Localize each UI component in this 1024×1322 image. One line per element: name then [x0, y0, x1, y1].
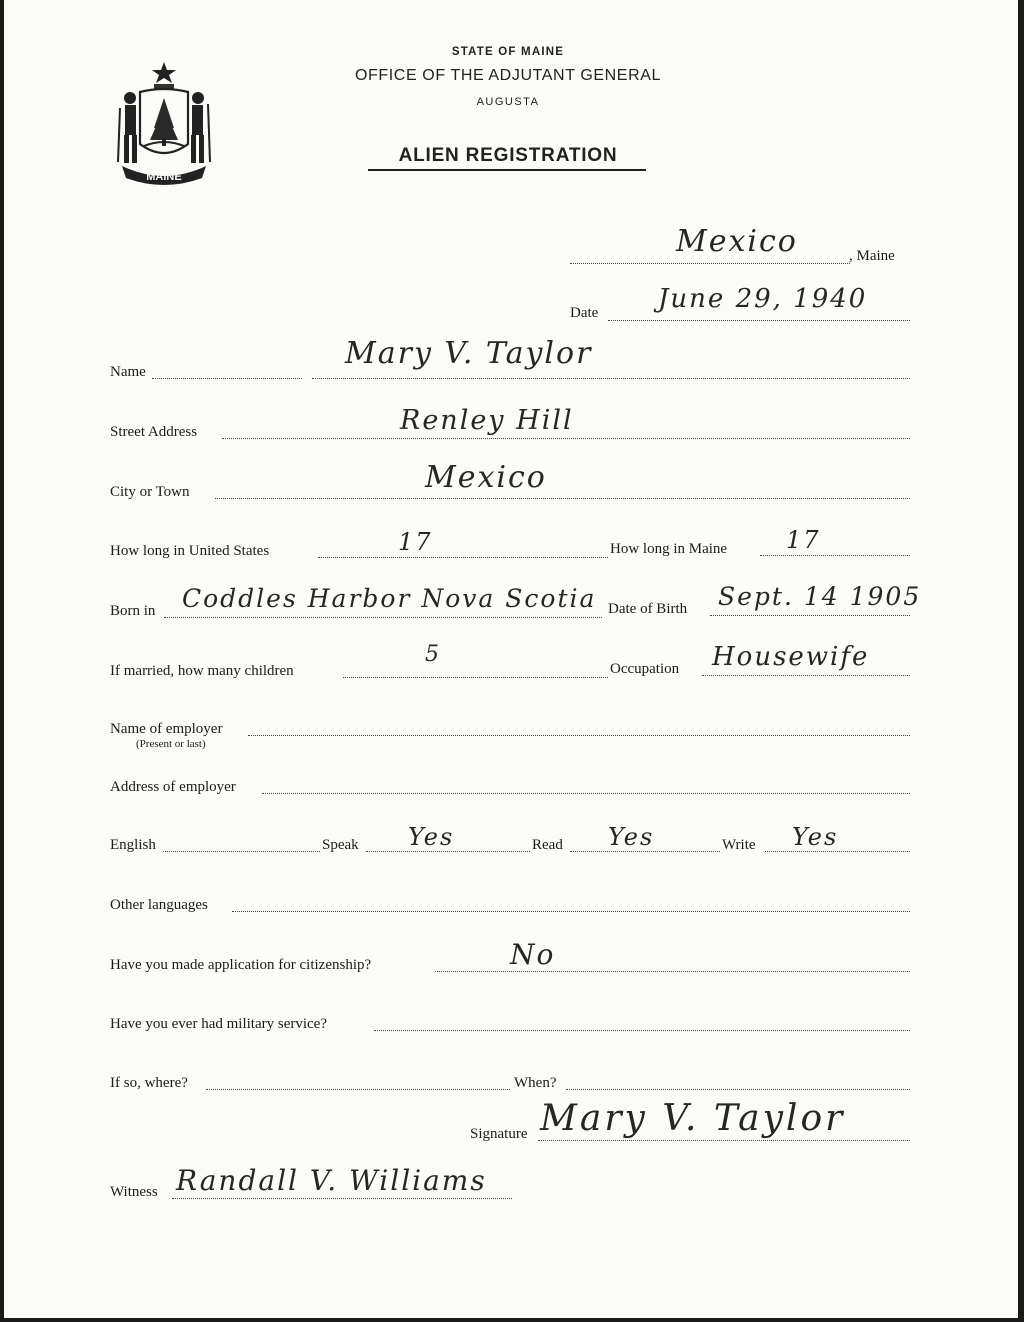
read-label: Read — [532, 837, 563, 853]
dob-line — [710, 615, 910, 616]
dob-value[interactable]: Sept. 14 1905 — [718, 582, 922, 611]
date-label: Date — [570, 305, 599, 321]
name-line-2 — [312, 378, 910, 379]
witness-value[interactable]: Randall V. Williams — [176, 1164, 487, 1197]
citizenship-value[interactable]: No — [510, 938, 556, 971]
when-label: When? — [514, 1075, 557, 1091]
dob-label: Date of Birth — [608, 601, 688, 617]
employer-label: Name of employer — [110, 721, 223, 737]
born-in-value[interactable]: Coddles Harbor Nova Scotia — [182, 584, 597, 613]
occupation-value[interactable]: Housewife — [712, 642, 870, 672]
speak-label: Speak — [322, 837, 359, 853]
when-line[interactable] — [566, 1089, 910, 1090]
witness-label: Witness — [110, 1184, 158, 1200]
signature-label: Signature — [470, 1126, 528, 1142]
header-state: STATE OF MAINE — [451, 46, 565, 58]
children-label: If married, how many children — [110, 663, 294, 679]
speak-value[interactable]: Yes — [408, 823, 455, 851]
english-label: English — [110, 837, 156, 853]
other-languages-line[interactable] — [232, 911, 910, 912]
how-long-maine-line — [760, 555, 910, 556]
citizenship-line — [435, 971, 910, 972]
write-line — [765, 851, 910, 852]
write-value[interactable]: Yes — [792, 823, 839, 851]
employer-address-line[interactable] — [262, 793, 910, 794]
where-line[interactable] — [206, 1089, 510, 1090]
born-in-line — [164, 617, 602, 618]
seal-text: MAINE — [146, 171, 182, 183]
employer-address-label: Address of employer — [110, 779, 236, 795]
signature-value[interactable]: Mary V. Taylor — [540, 1098, 846, 1139]
town-suffix-label: , Maine — [849, 248, 895, 264]
born-in-label: Born in — [110, 603, 156, 619]
city-value[interactable]: Mexico — [425, 460, 547, 495]
occupation-label: Occupation — [610, 661, 680, 677]
header-city: AUGUSTA — [476, 96, 540, 108]
header-office: OFFICE OF THE ADJUTANT GENERAL — [354, 67, 662, 84]
occupation-line — [702, 675, 910, 676]
street-label: Street Address — [110, 424, 198, 440]
how-long-maine-label: How long in Maine — [610, 541, 728, 557]
name-line-1 — [152, 378, 302, 379]
form-title: ALIEN REGISTRATION — [398, 145, 618, 166]
town-line — [570, 263, 850, 264]
name-value[interactable]: Mary V. Taylor — [345, 336, 593, 371]
english-line — [163, 851, 320, 852]
employer-sublabel: (Present or last) — [136, 738, 206, 750]
read-line — [570, 851, 720, 852]
city-label: City or Town — [110, 484, 190, 500]
title-underline — [368, 169, 646, 171]
city-line — [215, 498, 910, 499]
town-value[interactable]: Mexico — [676, 224, 798, 259]
read-value[interactable]: Yes — [608, 823, 655, 851]
speak-line — [366, 851, 530, 852]
how-long-us-line — [318, 557, 608, 558]
where-label: If so, where? — [110, 1075, 188, 1091]
witness-line — [172, 1198, 512, 1199]
signature-line — [538, 1140, 910, 1141]
name-label: Name — [110, 364, 146, 380]
street-line — [222, 438, 910, 439]
date-line — [608, 320, 910, 321]
how-long-us-value[interactable]: 17 — [398, 528, 433, 556]
date-value[interactable]: June 29, 1940 — [658, 284, 868, 314]
how-long-maine-value[interactable]: 17 — [786, 526, 821, 554]
children-value[interactable]: 5 — [425, 642, 441, 667]
military-line[interactable] — [374, 1030, 910, 1031]
employer-line[interactable] — [248, 735, 910, 736]
children-line — [343, 677, 608, 678]
how-long-us-label: How long in United States — [110, 543, 270, 559]
citizenship-label: Have you made application for citizenship? — [110, 957, 372, 973]
military-label: Have you ever had military service? — [110, 1016, 327, 1032]
street-value[interactable]: Renley Hill — [400, 405, 574, 436]
other-languages-label: Other languages — [110, 897, 208, 913]
write-label: Write — [722, 837, 756, 853]
